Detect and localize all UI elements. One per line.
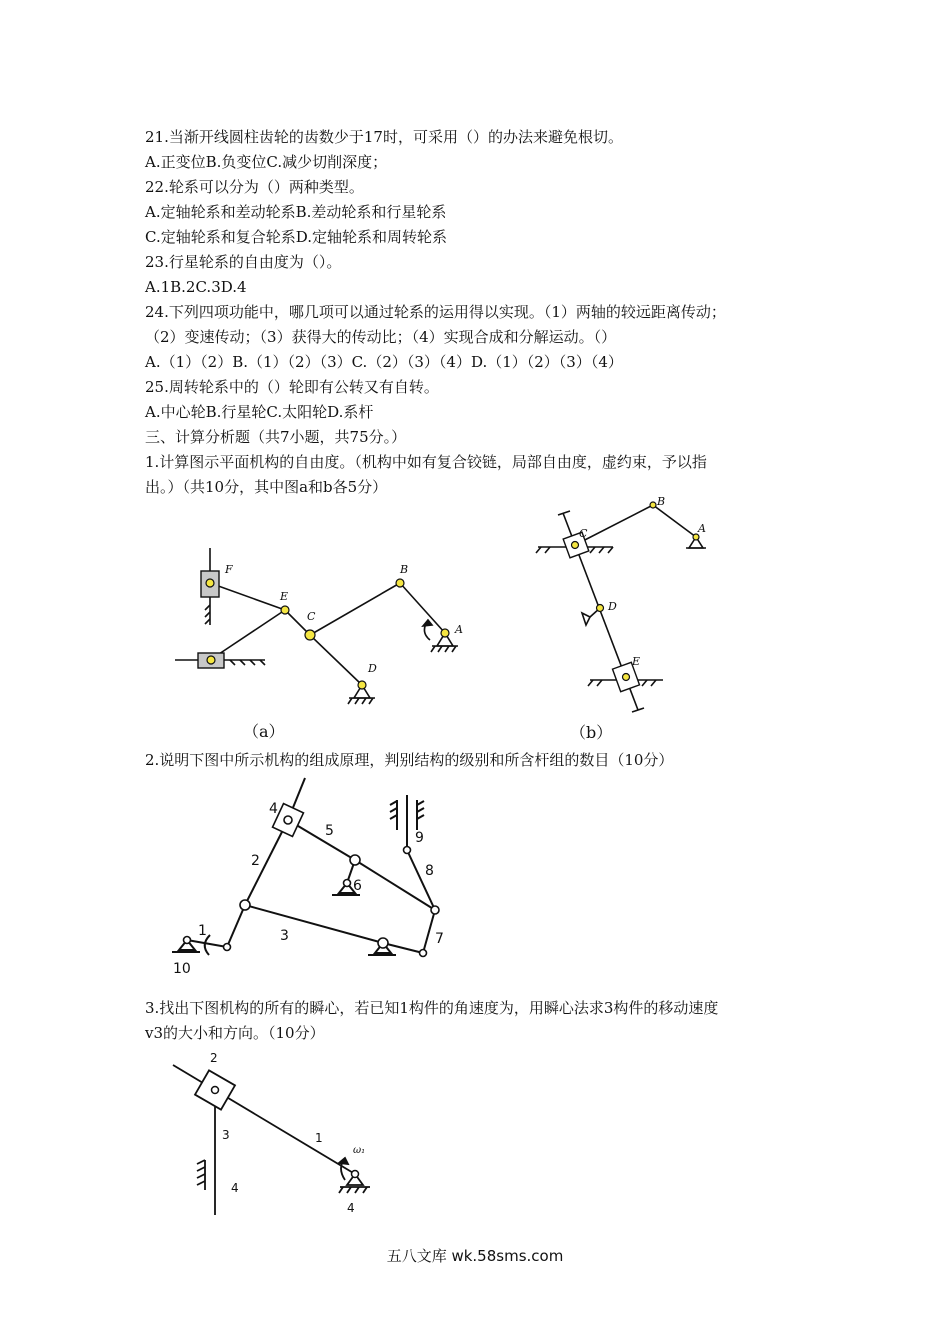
label-C: C [307,610,316,623]
fig2-label-1: 1 [198,923,207,939]
fig2-label-10: 10 [173,961,191,977]
fig3-label-2: 2 [210,1051,218,1065]
q25-options: A.中心轮B.行星轮C.太阳轮D.系杆 [145,403,374,421]
q25-stem: 25.周转轮系中的（）轮即有公转又有自转。 [145,378,439,396]
fig2-label-6: 6 [353,878,362,894]
label-F: F [225,563,233,576]
fig2-label-8: 8 [425,863,434,879]
footer-watermark: 五八文库 wk.58sms.com [386,1247,564,1265]
fig2-label-4: 4 [269,801,278,817]
q23-options: A.1B.2C.3D.4 [145,278,247,296]
label-B-b: B [657,495,666,508]
figure-2 [165,775,465,980]
q21-stem: 21.当渐开线圆柱齿轮的齿数少于17时，可采用（）的办法来避免根切。 [145,128,623,146]
problem-3-line-1: 3.找出下图机构的所有的瞬心，若已知1构件的角速度为，用瞬心法求3构件的移动速度 [145,999,719,1017]
q22-options-2: C.定轴轮系和复合轮系D.定轴轮系和周转轮系 [145,228,447,246]
figure-b [528,495,718,745]
fig2-label-9: 9 [415,830,424,846]
fig3-label-4-pivot: 4 [347,1201,355,1215]
label-B: B [400,563,409,576]
figure-a [170,540,490,745]
fig2-label-7: 7 [435,931,444,947]
label-E: E [280,590,289,603]
q22-stem: 22.轮系可以分为（）两种类型。 [145,178,364,196]
fig2-label-5: 5 [325,823,334,839]
q24-options: A.（1）（2）B.（1）（2）（3）C.（2）（3）（4）D.（1）（2）（3）（4） [145,353,623,371]
label-D-b: D [608,600,617,613]
q24-stem-2: （2）变速传动；（3）获得大的传动比；（4）实现合成和分解运动。（） [145,328,617,346]
fig2-label-2: 2 [251,853,260,869]
caption-a: （a） [243,722,285,741]
fig3-label-4-guide: 4 [231,1181,239,1195]
section-3-heading: 三、计算分析题（共7小题，共75分。） [145,428,407,446]
label-A-b: A [698,522,706,535]
fig3-label-3: 3 [222,1128,230,1142]
label-A: A [455,623,463,636]
caption-b: （b） [570,723,613,742]
label-E-b: E [632,655,641,668]
problem-3-line-2: v3的大小和方向。（10分） [145,1024,325,1042]
problem-1-line-1: 1.计算图示平面机构的自由度。（机构中如有复合铰链，局部自由度，虚约束，予以指 [145,453,707,471]
problem-1-line-2: 出。）（共10分，其中图a和b各5分） [145,478,388,496]
q22-options-1: A.定轴轮系和差动轮系B.差动轮系和行星轮系 [145,203,447,221]
fig3-label-1: 1 [315,1131,323,1145]
label-C-b: C [579,527,588,540]
q21-options: A.正变位B.负变位C.减少切削深度； [145,153,388,171]
label-D: D [368,662,377,675]
figure-3 [165,1050,395,1220]
problem-2: 2.说明下图中所示机构的组成原理，判别结构的级别和所含杆组的数目（10分） [145,751,674,769]
q23-stem: 23.行星轮系的自由度为（）。 [145,253,342,271]
fig3-label-omega: ω₁ [353,1145,366,1156]
fig2-label-3: 3 [280,928,289,944]
q24-stem-1: 24.下列四项功能中，哪几项可以通过轮系的运用得以实现。（1）两轴的较远距离传动； [145,303,726,321]
